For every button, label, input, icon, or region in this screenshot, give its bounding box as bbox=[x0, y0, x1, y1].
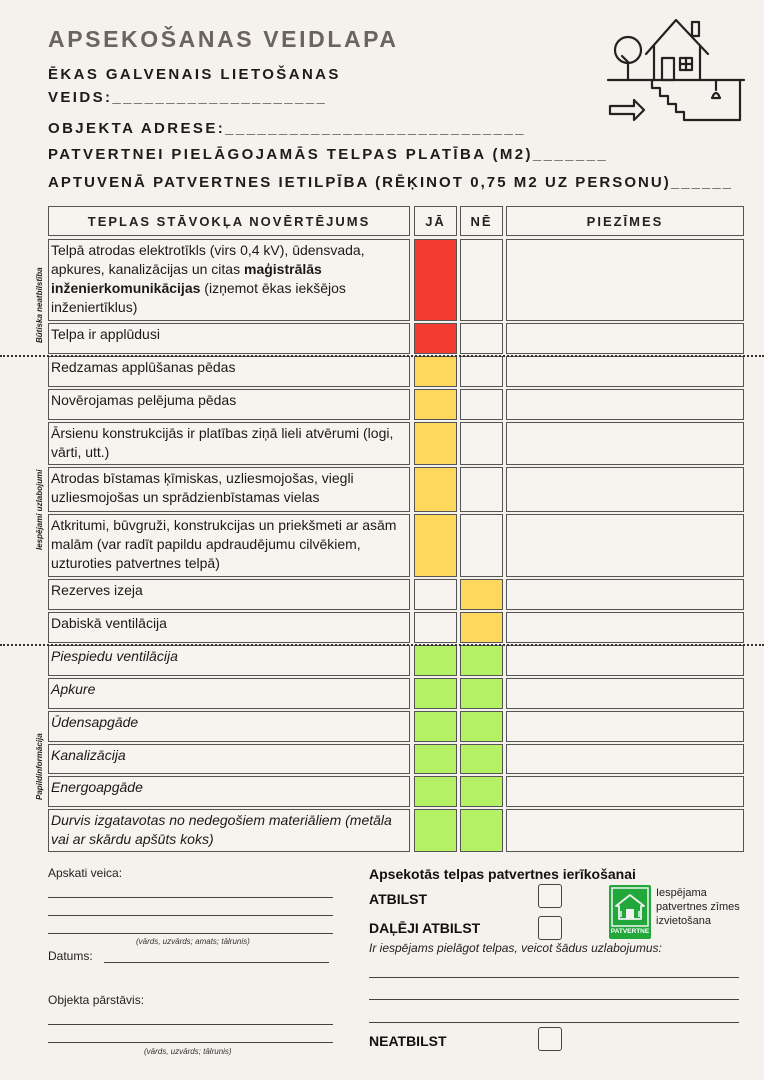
condition-cell bbox=[48, 612, 410, 643]
notes-cell[interactable] bbox=[506, 809, 744, 852]
section-divider bbox=[0, 644, 764, 646]
yes-cell[interactable] bbox=[414, 514, 457, 577]
condition-text-tail: (izņemot ēkas iekšējos inženiertīklus) bbox=[51, 280, 346, 315]
notes-cell[interactable] bbox=[506, 239, 744, 321]
condition-cell bbox=[48, 744, 410, 774]
no-cell[interactable] bbox=[460, 776, 503, 807]
no-cell[interactable] bbox=[460, 356, 503, 387]
no-cell[interactable] bbox=[460, 467, 503, 512]
notes-cell[interactable] bbox=[506, 323, 744, 354]
not-complies-checkbox[interactable] bbox=[538, 1027, 562, 1051]
yes-cell[interactable] bbox=[414, 776, 457, 807]
no-cell[interactable] bbox=[460, 579, 503, 610]
no-cell[interactable] bbox=[460, 744, 503, 774]
notes-cell[interactable] bbox=[506, 422, 744, 465]
condition-text: Rezerves izeja bbox=[51, 582, 143, 598]
partly-complies-checkbox[interactable] bbox=[538, 916, 562, 940]
page-title: APSEKOŠANAS VEIDLAPA bbox=[48, 26, 399, 52]
no-cell[interactable] bbox=[460, 422, 503, 465]
notes-cell[interactable] bbox=[506, 356, 744, 387]
condition-text: Atrodas bīstamas ķīmiskas, uzliesmojošas, viegli uzliesmojošas un sprādzienbīstamas vielas bbox=[51, 470, 354, 505]
representative-hint: (vārds, uzvārds; tālrunis) bbox=[144, 1047, 232, 1056]
partly-complies-label: DAĻĒJI ATBILST bbox=[369, 920, 481, 936]
condition-cell bbox=[48, 579, 410, 610]
date-line[interactable] bbox=[104, 962, 329, 963]
not-complies-label: NEATBILST bbox=[369, 1033, 447, 1049]
notes-cell[interactable] bbox=[506, 579, 744, 610]
notes-cell[interactable] bbox=[506, 776, 744, 807]
no-cell[interactable] bbox=[460, 809, 503, 852]
date-label: Datums: bbox=[48, 949, 93, 963]
condition-cell bbox=[48, 678, 410, 709]
condition-text: Telpa ir applūdusi bbox=[51, 326, 160, 342]
section-divider bbox=[0, 355, 764, 357]
condition-text-emphasis: maģistrālās inženierkomunikācijas bbox=[51, 261, 322, 296]
shelter-house-icon bbox=[609, 885, 651, 929]
complies-checkbox[interactable] bbox=[538, 884, 562, 908]
no-cell[interactable] bbox=[460, 645, 503, 676]
condition-text: Novērojamas pelējuma pēdas bbox=[51, 392, 237, 408]
condition-cell bbox=[48, 356, 410, 387]
condition-cell bbox=[48, 323, 410, 354]
notes-cell[interactable] bbox=[506, 744, 744, 774]
building-usage-field[interactable]: VEIDS:____________________ bbox=[48, 89, 328, 106]
notes-cell[interactable] bbox=[506, 678, 744, 709]
inspector-line[interactable] bbox=[48, 897, 333, 898]
notes-cell[interactable] bbox=[506, 645, 744, 676]
representative-line[interactable] bbox=[48, 1042, 333, 1043]
condition-text: Durvis izgatavotas no nedegošiem materiāliem (metāla vai ar skārdu apšūts koks) bbox=[51, 812, 392, 847]
no-cell[interactable] bbox=[460, 389, 503, 420]
no-cell[interactable] bbox=[460, 323, 503, 354]
condition-cell bbox=[48, 645, 410, 676]
house-illustration-icon bbox=[606, 14, 746, 126]
improvement-line[interactable] bbox=[369, 1022, 739, 1023]
condition-text: Redzamas applūšanas pēdas bbox=[51, 359, 236, 375]
inspector-line[interactable] bbox=[48, 915, 333, 916]
section-label-additional: Papildinformācija bbox=[35, 733, 44, 800]
representative-label: Objekta pārstāvis: bbox=[48, 993, 145, 1007]
condition-column-header: TEPLAS STĀVOKĻA NOVĒRTĒJUMS bbox=[48, 206, 410, 236]
condition-cell bbox=[48, 467, 410, 512]
condition-cell bbox=[48, 239, 410, 321]
yes-cell[interactable] bbox=[414, 579, 457, 610]
no-cell[interactable] bbox=[460, 239, 503, 321]
condition-text: Atkritumi, būvgruži, konstrukcijas un priekšmeti ar asām malām (var radīt papildu apdraudējumu cilvēkiem, uzturoties patvertnes telpā) bbox=[51, 517, 397, 571]
notes-cell[interactable] bbox=[506, 711, 744, 742]
condition-cell bbox=[48, 422, 410, 465]
yes-cell[interactable] bbox=[414, 422, 457, 465]
representative-line[interactable] bbox=[48, 1024, 333, 1025]
yes-cell[interactable] bbox=[414, 744, 457, 774]
condition-text: Piespiedu ventilācija bbox=[51, 648, 178, 664]
improvement-note: Ir iespējams pielāgot telpas, veicot šādus uzlabojumus: bbox=[369, 941, 662, 955]
notes-cell[interactable] bbox=[506, 612, 744, 643]
improvement-line[interactable] bbox=[369, 977, 739, 978]
no-cell[interactable] bbox=[460, 711, 503, 742]
building-usage-label: ĒKAS GALVENAIS LIETOŠANAS bbox=[48, 66, 341, 83]
yes-cell[interactable] bbox=[414, 323, 457, 354]
condition-text: Ūdensapgāde bbox=[51, 714, 139, 730]
sign-caption: Iespējama patvertnes zīmes izvietošana bbox=[656, 887, 740, 927]
condition-cell bbox=[48, 711, 410, 742]
yes-cell[interactable] bbox=[414, 678, 457, 709]
shelter-sign-logo bbox=[609, 885, 651, 939]
condition-cell bbox=[48, 776, 410, 807]
notes-cell[interactable] bbox=[506, 514, 744, 577]
condition-text: Ārsienu konstrukcijās ir platības ziņā lieli atvērumi (logi, vārti, utt.) bbox=[51, 425, 394, 460]
notes-cell[interactable] bbox=[506, 467, 744, 512]
condition-text: Apkure bbox=[51, 681, 96, 697]
condition-text: Energoapgāde bbox=[51, 779, 143, 795]
inspector-line[interactable] bbox=[48, 933, 333, 934]
condition-text: Kanalizācija bbox=[51, 747, 126, 763]
object-address-field[interactable]: OBJEKTA ADRESE:____________________________ bbox=[48, 120, 526, 137]
yes-cell[interactable] bbox=[414, 389, 457, 420]
improvement-line[interactable] bbox=[369, 999, 739, 1000]
yes-cell[interactable] bbox=[414, 809, 457, 852]
notes-cell[interactable] bbox=[506, 389, 744, 420]
condition-cell bbox=[48, 514, 410, 577]
yes-cell[interactable] bbox=[414, 239, 457, 321]
shelter-area-field[interactable]: PATVERTNEI PIELĀGOJAMĀS TELPAS PLATĪBA (M2)_______ bbox=[48, 146, 609, 163]
logo-text: PATVERTNE bbox=[610, 928, 650, 935]
section-label-improvements: Iespējami uzlabojumi bbox=[35, 469, 44, 550]
yes-cell[interactable] bbox=[414, 711, 457, 742]
condition-cell bbox=[48, 809, 410, 852]
no-cell[interactable] bbox=[460, 678, 503, 709]
yes-cell[interactable] bbox=[414, 356, 457, 387]
no-cell[interactable] bbox=[460, 514, 503, 577]
yes-column-header: JĀ bbox=[414, 206, 457, 236]
no-cell[interactable] bbox=[460, 612, 503, 643]
complies-label: ATBILST bbox=[369, 891, 428, 907]
verdict-heading: Apsekotās telpas patvertnes ierīkošanai bbox=[369, 866, 636, 882]
inspector-hint: (vārds, uzvārds; amats; tālrunis) bbox=[136, 937, 250, 946]
section-label-critical: Būtiska neatbilstība bbox=[35, 267, 44, 343]
yes-cell[interactable] bbox=[414, 467, 457, 512]
yes-cell[interactable] bbox=[414, 645, 457, 676]
no-column-header: NĒ bbox=[460, 206, 503, 236]
condition-text: Dabiskā ventilācija bbox=[51, 615, 167, 631]
shelter-capacity-field[interactable]: APTUVENĀ PATVERTNES IETILPĪBA (RĒĶINOT 0,75 M2 UZ PERSONU)______ bbox=[48, 174, 734, 191]
notes-column-header: PIEZĪMES bbox=[506, 206, 744, 236]
condition-text: Telpā atrodas elektrotīkls (virs 0,4 kV), ūdensvada, apkures, kanalizācijas un citas bbox=[51, 242, 365, 277]
inspected-by-label: Apskati veica: bbox=[48, 866, 123, 880]
yes-cell[interactable] bbox=[414, 612, 457, 643]
condition-cell bbox=[48, 389, 410, 420]
